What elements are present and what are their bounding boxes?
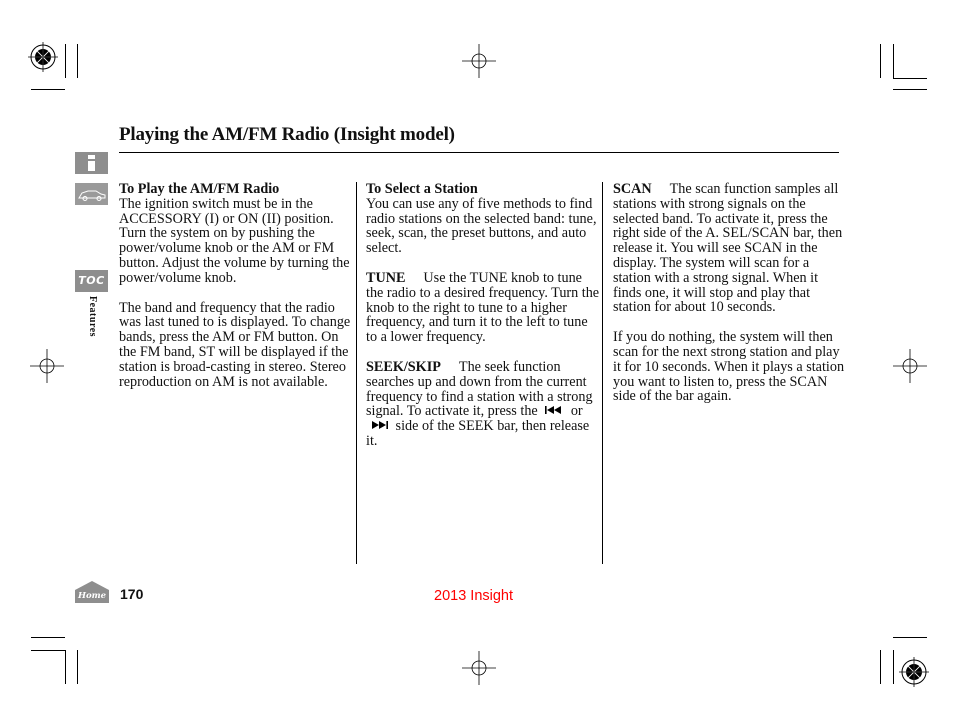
skip-back-icon (544, 405, 564, 415)
body-text: or (570, 403, 583, 420)
column-3 (613, 182, 845, 419)
book-title: 2013 Insight (434, 588, 514, 604)
body-text: The band and frequency that the radio was last tuned to is displayed. To change bands, press the AM or FM button. On the FM band, ST will be displayed if the station is broad-casting in stereo. Stereo reproduction on AM is not available. (119, 299, 351, 390)
section-heading: To Play the AM/FM Radio (119, 181, 280, 197)
skip-forward-icon (369, 420, 389, 430)
seek-paragraph (366, 360, 600, 449)
column-2 (366, 182, 600, 464)
body-text: side of the SEEK bar, then release it. (366, 418, 590, 449)
term-label: SCAN (613, 181, 652, 197)
section-label: Features (87, 296, 98, 338)
home-label: Home (77, 591, 107, 601)
column-1 (119, 182, 355, 404)
column-divider (602, 182, 603, 564)
body-text: The ignition switch must be in the ACCESSORY (I) or ON (II) position. Turn the system on by pushing the power/volume knob or the AM or FM button. Adjust the volume by turning the power/volume knob. (119, 195, 350, 286)
body-text: If you do nothing, the system will then scan for the next strong station and play it for 10 seconds. When it plays a station you want to listen to, press the SCAN side of the bar again. (613, 329, 845, 405)
body-text: The seek function searches up and down from the current frequency to find a station with a strong signal. To activate it, press the (366, 358, 593, 420)
toc-button[interactable] (75, 270, 108, 292)
section-heading: To Select a Station (366, 181, 478, 197)
crosshair-icon (30, 349, 64, 383)
column-divider (356, 182, 357, 564)
tune-paragraph (366, 271, 600, 345)
term-label: TUNE (366, 269, 406, 286)
column-2-paragraph (366, 182, 600, 256)
column-1-paragraph (119, 182, 355, 286)
page-number: 170 (120, 586, 144, 602)
term-label: SEEK/SKIP (366, 358, 441, 375)
info-icon[interactable] (75, 152, 108, 174)
toc-label: TOC (78, 274, 105, 287)
crosshair-icon (462, 651, 496, 685)
crosshair-icon (893, 349, 927, 383)
scan-paragraph (613, 182, 845, 315)
registration-mark-icon (899, 657, 929, 687)
crosshair-icon (462, 44, 496, 78)
title-divider (119, 152, 839, 153)
body-text: The scan function samples all stations with strong signals on the selected band. To activate it, press the right side of the A. SEL/SCAN bar, then release it. You will see SCAN in the display. The system will scan for a station with a strong signal. When it finds one, it will stop and play that station for about 10 seconds. (613, 181, 843, 316)
page-title: Playing the AM/FM Radio (Insight model) (119, 124, 455, 145)
registration-mark-icon (28, 42, 58, 72)
car-icon[interactable] (75, 183, 108, 205)
body-text: Use the TUNE knob to tune the radio to a desired frequency. Turn the knob to the right to tune to a higher frequency, and turn it to the left to tune to a lower frequency. (366, 269, 600, 346)
body-text: You can use any of five methods to find radio stations on the selected band: tune, seek, scan, the preset buttons, and auto select. (366, 195, 597, 257)
home-icon[interactable] (74, 580, 110, 604)
